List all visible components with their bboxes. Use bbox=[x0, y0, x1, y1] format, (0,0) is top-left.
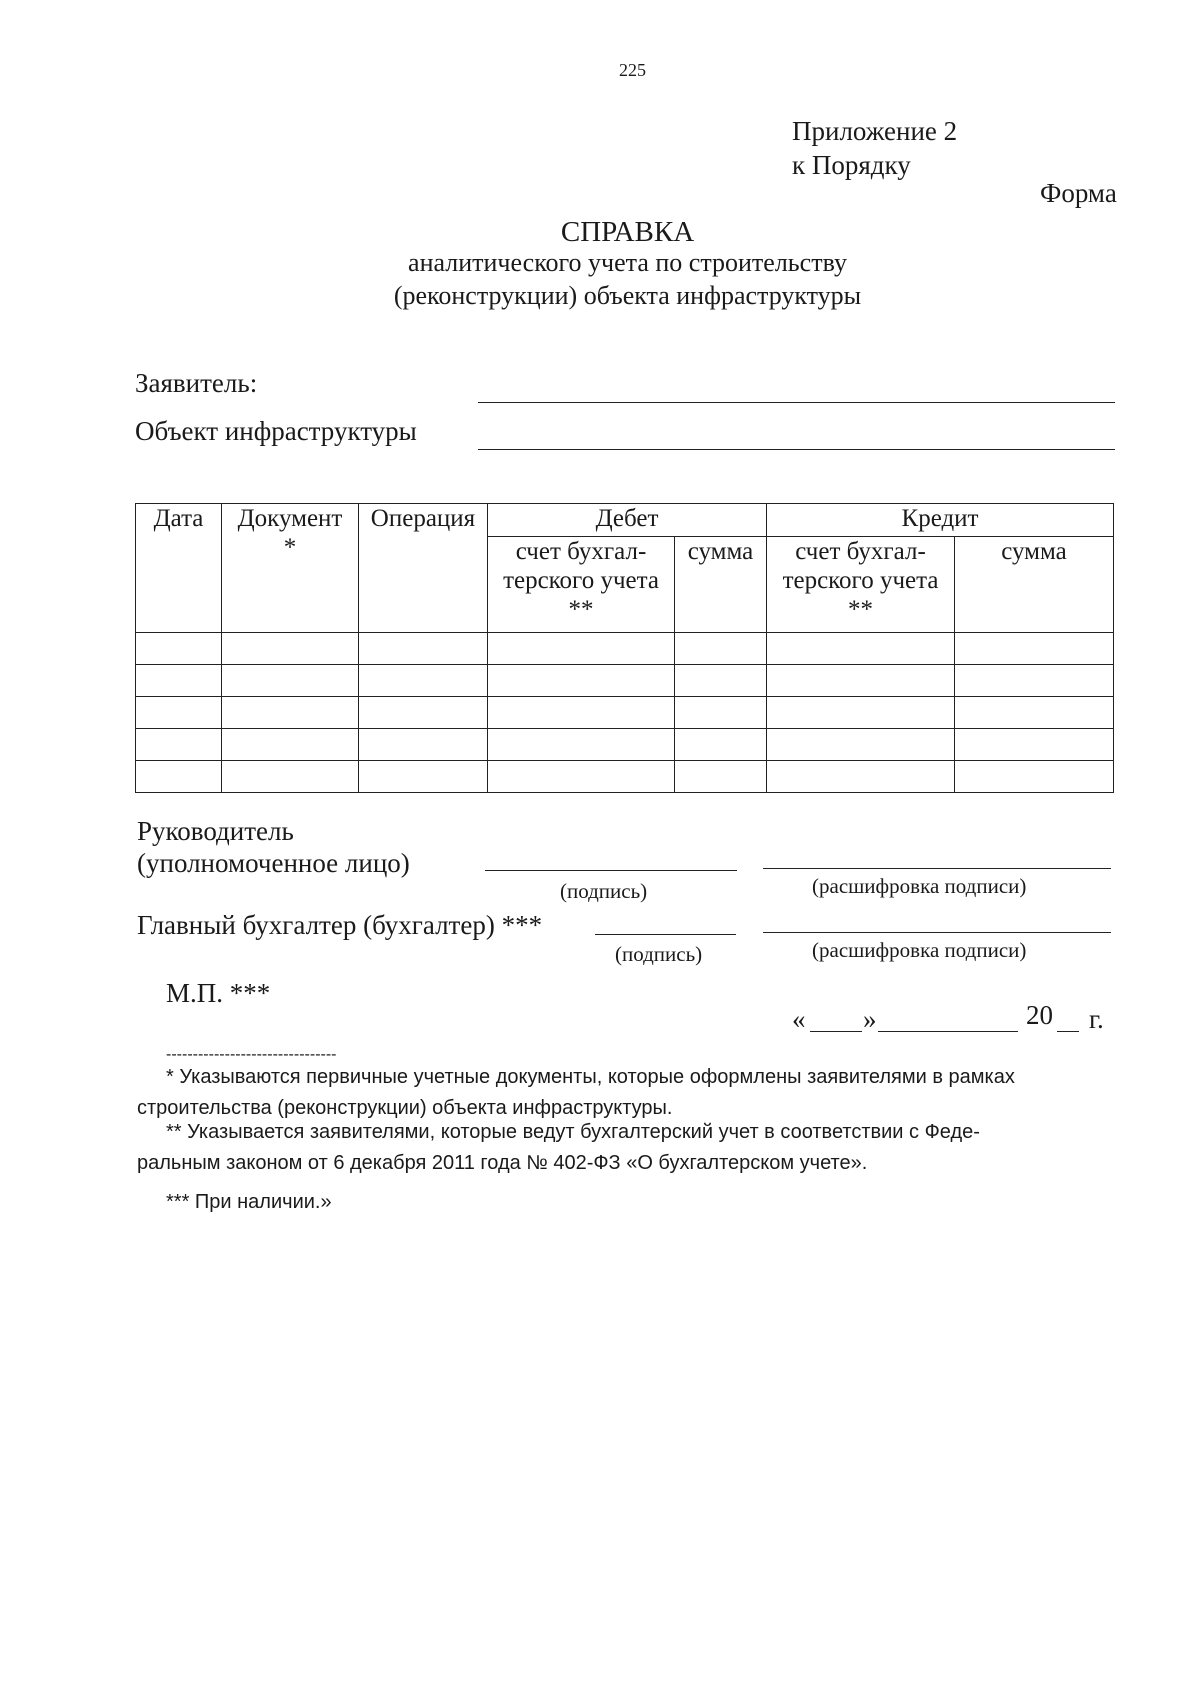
date-year-suffix: г. bbox=[1089, 1004, 1104, 1034]
table-cell[interactable] bbox=[222, 697, 359, 729]
credit-account-header: счет бухгал- терского учета ** bbox=[767, 537, 955, 633]
table-cell[interactable] bbox=[136, 665, 222, 697]
table-cell[interactable] bbox=[675, 729, 767, 761]
table-row bbox=[136, 697, 1114, 729]
chief-decode-field[interactable] bbox=[763, 932, 1111, 933]
table-cell[interactable] bbox=[955, 633, 1114, 665]
table-cell[interactable] bbox=[222, 729, 359, 761]
col-debit-header: Дебет bbox=[488, 504, 767, 537]
page-number: 225 bbox=[619, 60, 646, 80]
table-cell[interactable] bbox=[767, 761, 955, 793]
chief-signature-field[interactable] bbox=[595, 934, 736, 935]
applicant-label: Заявитель: bbox=[135, 368, 258, 398]
table-cell[interactable] bbox=[767, 697, 955, 729]
appendix-line-2: к Порядку bbox=[792, 150, 911, 180]
table-cell[interactable] bbox=[136, 633, 222, 665]
date-close-quote: » bbox=[863, 1004, 877, 1034]
date-day-field[interactable] bbox=[810, 1031, 862, 1032]
footnote-separator: -------------------------------- bbox=[166, 1046, 337, 1063]
table-cell[interactable] bbox=[359, 697, 488, 729]
table-cell[interactable] bbox=[488, 761, 675, 793]
table-cell[interactable] bbox=[222, 665, 359, 697]
table-cell[interactable] bbox=[767, 729, 955, 761]
table-cell[interactable] bbox=[955, 697, 1114, 729]
table-cell[interactable] bbox=[488, 665, 675, 697]
col-credit-header: Кредит bbox=[767, 504, 1114, 537]
credit-sum-header: сумма bbox=[955, 537, 1114, 633]
col-date-header: Дата bbox=[136, 504, 222, 633]
table-cell[interactable] bbox=[675, 665, 767, 697]
chief-signature-caption: (подпись) bbox=[615, 942, 703, 966]
table-cell[interactable] bbox=[222, 633, 359, 665]
document-subtitle-1: аналитического учета по строительству bbox=[408, 248, 847, 277]
table-cell[interactable] bbox=[222, 761, 359, 793]
head-decode-field[interactable] bbox=[763, 868, 1111, 869]
footnote-2-line-1: ** Указывается заявителями, которые ведут бухгалтерский учет в соответствии с Феде- bbox=[166, 1121, 980, 1143]
table-cell[interactable] bbox=[136, 697, 222, 729]
stamp-label: М.П. *** bbox=[166, 978, 271, 1008]
table-cell[interactable] bbox=[359, 633, 488, 665]
date-year-prefix: 20 bbox=[1026, 1000, 1053, 1030]
table-cell[interactable] bbox=[955, 665, 1114, 697]
table-cell[interactable] bbox=[359, 665, 488, 697]
table-cell[interactable] bbox=[488, 633, 675, 665]
document-title: СПРАВКА bbox=[560, 216, 695, 248]
table-row bbox=[136, 729, 1114, 761]
table-cell[interactable] bbox=[136, 729, 222, 761]
date-open-quote: « bbox=[792, 1004, 806, 1034]
accounting-table bbox=[135, 503, 1114, 793]
object-field[interactable] bbox=[478, 449, 1115, 450]
appendix-line-1: Приложение 2 bbox=[792, 116, 958, 146]
date-year-field[interactable] bbox=[1057, 1031, 1079, 1032]
table-cell[interactable] bbox=[955, 729, 1114, 761]
chief-decode-caption: (расшифровка подписи) bbox=[812, 938, 1027, 962]
document-subtitle-2: (реконструкции) объекта инфраструктуры bbox=[393, 281, 862, 310]
head-label-2: (уполномоченное лицо) bbox=[137, 848, 410, 878]
object-label: Объект инфраструктуры bbox=[135, 416, 417, 446]
table-cell[interactable] bbox=[359, 729, 488, 761]
footnote-1-line-2: строительства (реконструкции) объекта инфраструктуры. bbox=[137, 1097, 673, 1119]
table-cell[interactable] bbox=[955, 761, 1114, 793]
date-month-field[interactable] bbox=[878, 1031, 1018, 1032]
table-row bbox=[136, 761, 1114, 793]
document-footnote-mark: * bbox=[283, 534, 297, 561]
footnote-3: *** При наличии.» bbox=[166, 1191, 332, 1213]
table-cell[interactable] bbox=[136, 761, 222, 793]
footnote-1-line-1: * Указываются первичные учетные документы, которые оформлены заявителями в рамках bbox=[166, 1066, 1015, 1088]
table-cell[interactable] bbox=[359, 761, 488, 793]
table-cell[interactable] bbox=[767, 633, 955, 665]
col-operation-header: Операция bbox=[359, 504, 488, 633]
table-row bbox=[136, 665, 1114, 697]
table-cell[interactable] bbox=[675, 697, 767, 729]
form-label: Форма bbox=[1040, 178, 1117, 208]
head-signature-caption: (подпись) bbox=[560, 879, 648, 903]
debit-account-header: счет бухгал- терского учета ** bbox=[488, 537, 675, 633]
head-label-1: Руководитель bbox=[137, 816, 294, 846]
head-decode-caption: (расшифровка подписи) bbox=[812, 874, 1027, 898]
col-document-header: Документ * bbox=[222, 504, 359, 633]
debit-sum-header: сумма bbox=[675, 537, 767, 633]
table-cell[interactable] bbox=[488, 729, 675, 761]
table-row bbox=[136, 633, 1114, 665]
footnote-2-line-2: ральным законом от 6 декабря 2011 года № 402-ФЗ «О бухгалтерском учете». bbox=[137, 1152, 868, 1174]
applicant-field[interactable] bbox=[478, 402, 1115, 403]
table-cell[interactable] bbox=[767, 665, 955, 697]
chief-accountant-label: Главный бухгалтер (бухгалтер) *** bbox=[137, 910, 543, 940]
head-signature-field[interactable] bbox=[485, 870, 737, 871]
table-cell[interactable] bbox=[675, 761, 767, 793]
table-cell[interactable] bbox=[675, 633, 767, 665]
table-cell[interactable] bbox=[488, 697, 675, 729]
